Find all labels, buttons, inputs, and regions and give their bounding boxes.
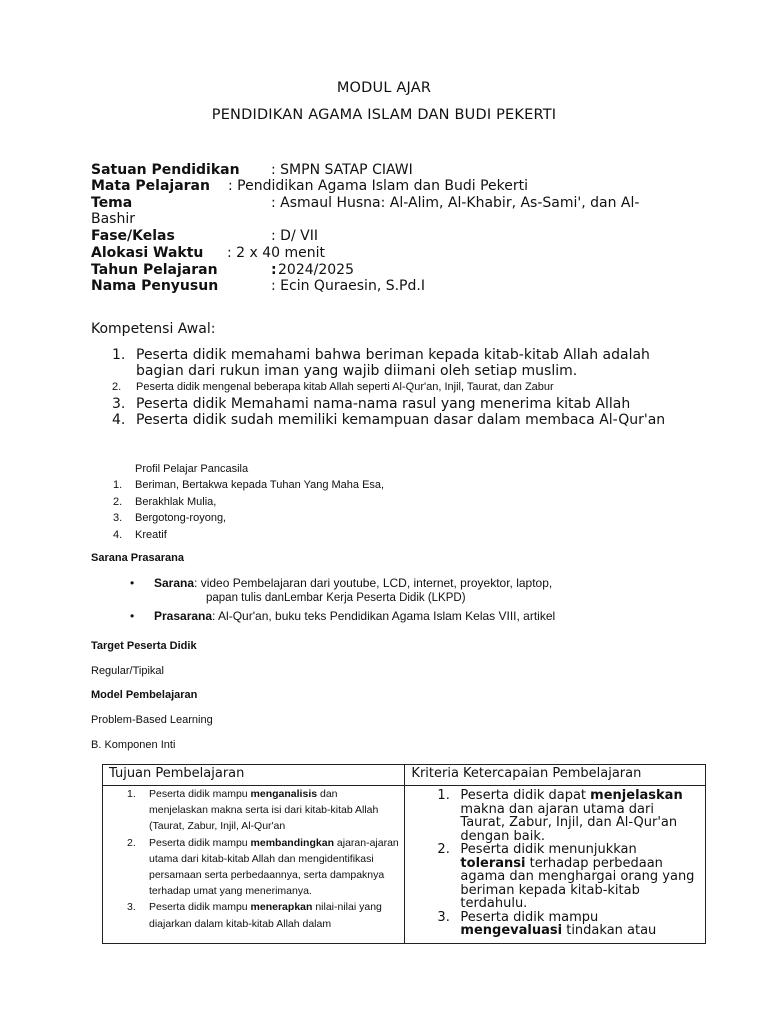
identity-value: : D/ VII <box>271 228 318 244</box>
list-number: 4. <box>112 412 126 428</box>
list-item-cont <box>130 591 650 606</box>
identity-label: Nama Penyusun <box>91 278 219 294</box>
identity-label: Alokasi Waktu <box>91 245 204 261</box>
list-text: ajaran-ajaran utama dari kitab-kitab Allah dan mengidentifikasi persamaan serta perbedaannya, serta dampaknya terhadap umat yang menerimanya. <box>149 836 399 898</box>
identity-row-tema <box>91 195 681 211</box>
target-value: Regular/Tipikal <box>91 665 164 677</box>
list-number: 3. <box>113 512 123 524</box>
identity-row-penyusun <box>91 278 681 294</box>
table-cell-tujuan <box>103 786 405 944</box>
list-number: 2. <box>437 842 450 857</box>
list-item <box>103 899 403 931</box>
list-number: 2. <box>112 381 122 393</box>
profil-heading: Profil Pelajar Pancasila <box>135 463 249 475</box>
list-text: Peserta didik memahami bahwa beriman kepada kitab-kitab Allah adalah bagian dari rukun iman yang wajib diimani oleh setiap muslim. <box>136 347 650 379</box>
list-text: Peserta didik mampu <box>149 836 251 849</box>
identity-value: : SMPN SATAP CIAWI <box>271 162 413 178</box>
table-row <box>103 786 706 944</box>
identity-value: 2024/2025 <box>278 262 354 278</box>
table-header-kriteria: Kriteria Ketercapaian Pembelajaran <box>405 765 706 786</box>
list-item <box>112 412 682 428</box>
list-item <box>405 843 703 911</box>
list-text-bold: mengevaluasi <box>460 923 563 938</box>
sarana-label: Sarana <box>154 576 195 590</box>
identity-row-alokasi <box>91 245 681 261</box>
identity-row-tahun <box>91 262 681 278</box>
list-text-bold: menganalisis <box>250 788 318 800</box>
sarana-text: : video Pembelajaran dari youtube, LCD, internet, proyektor, laptop, <box>194 576 553 590</box>
list-text: Kreatif <box>135 528 167 541</box>
list-text: Peserta didik menunjukkan <box>460 842 637 857</box>
list-text: Peserta didik mampu <box>149 901 251 914</box>
table-header-row <box>103 765 706 786</box>
identity-value: : 2 x 40 menit <box>227 245 326 261</box>
identity-label: Fase/Kelas <box>91 228 175 244</box>
sarana-list <box>130 576 650 624</box>
list-text: Peserta didik Memahami nama-nama rasul yang menerima kitab Allah <box>136 396 631 412</box>
document-subtitle: PENDIDIKAN AGAMA ISLAM DAN BUDI PEKERTI <box>211 107 557 123</box>
list-item <box>112 379 682 396</box>
list-text: Peserta didik mengenal beberapa kitab Allah seperti Al-Qur'an, Injil, Taurat, dan Zabur <box>136 381 554 393</box>
table-cell-kriteria <box>405 786 706 944</box>
identity-value: : Asmaul Husna: Al-Alim, Al-Khabir, As-Sami', dan Al- <box>271 195 640 211</box>
list-number: 3. <box>127 901 136 914</box>
table-header-tujuan: Tujuan Pembelajaran <box>103 765 405 786</box>
list-text: dan menjelaskan makna serta isi dari kitab-kitab Allah (Taurat, Zabur, Injil, Al-Qur'an <box>149 788 379 833</box>
prasarana-text: : Al-Qur'an, buku teks Pendidikan Agama Islam Kelas VIII, artikel <box>212 609 556 623</box>
identity-label: Mata Pelajaran <box>91 178 210 194</box>
identity-row-tema-cont <box>91 211 681 227</box>
list-number: 1. <box>113 479 123 491</box>
list-number: 1. <box>112 347 126 363</box>
list-item <box>103 786 403 835</box>
identity-value: : Ecin Quraesin, S.Pd.I <box>271 278 425 294</box>
bullet-icon: • <box>130 576 135 590</box>
list-text-bold: membandingkan <box>250 836 334 849</box>
list-item <box>113 496 384 513</box>
identity-value-cont: Bashir <box>91 211 135 227</box>
list-text: Bergotong-royong, <box>135 512 227 524</box>
bullet-icon: • <box>130 609 135 623</box>
identity-label: Tahun Pelajaran <box>91 262 218 278</box>
list-item <box>113 529 384 546</box>
list-item <box>130 576 650 591</box>
list-item <box>113 479 384 496</box>
list-text: nilai-nilai yang diajarkan dalam kitab-kitab Allah dalam <box>149 901 382 930</box>
list-item <box>113 512 384 529</box>
list-item <box>130 609 650 624</box>
list-number: 1. <box>127 788 136 800</box>
list-item <box>405 789 703 843</box>
list-text: Peserta didik mampu <box>149 788 251 800</box>
identity-row-satuan <box>91 162 681 178</box>
identity-colon: : <box>271 262 277 278</box>
list-text: Peserta didik sudah memiliki kemampuan dasar dalam membaca Al-Qur'an <box>136 412 666 428</box>
identity-row-fase <box>91 228 681 244</box>
kompetensi-list <box>112 347 682 428</box>
list-item <box>103 835 403 900</box>
kompetensi-heading: Kompetensi Awal: <box>91 321 216 337</box>
model-heading: Model Pembelajaran <box>91 689 198 701</box>
model-value: Problem-Based Learning <box>91 714 213 726</box>
list-text: Beriman, Bertakwa kepada Tuhan Yang Maha Esa, <box>135 479 385 491</box>
list-number: 3. <box>112 396 126 412</box>
identity-label: Tema <box>91 195 133 211</box>
list-number: 3. <box>437 909 450 925</box>
identity-value: : Pendidikan Agama Islam dan Budi Pekerti <box>228 178 529 194</box>
target-heading: Target Peserta Didik <box>91 640 197 652</box>
list-text: Peserta didik dapat <box>460 788 591 803</box>
sarana-text-cont: papan tulis danLembar Kerja Peserta Didik (LKPD) <box>206 592 466 604</box>
identity-label: Satuan Pendidikan <box>91 162 240 178</box>
identity-row-mapel <box>91 178 681 194</box>
list-text: tindakan atau <box>562 923 657 938</box>
komponen-inti-heading: B. Komponen Inti <box>91 739 176 751</box>
list-number: 4. <box>113 528 123 541</box>
prasarana-label: Prasarana <box>154 609 213 623</box>
list-item <box>405 911 703 938</box>
list-number: 1. <box>437 788 450 803</box>
list-text: Peserta didik mampu <box>460 909 599 925</box>
list-text-bold: toleransi <box>460 855 526 871</box>
list-text: Berakhlak Mulia, <box>135 495 217 508</box>
document-title: MODUL AJAR <box>336 80 432 96</box>
list-text: terhadap perbedaan agama dan menghargai orang yang beriman kepada kitab-kitab terdahulu. <box>460 855 695 911</box>
komponen-table <box>102 764 706 944</box>
list-text-bold: menjelaskan <box>590 788 683 803</box>
profil-list <box>113 479 384 545</box>
list-number: 2. <box>127 836 136 849</box>
list-item <box>112 396 682 412</box>
list-text: makna dan ajaran utama dari Taurat, Zabur, Injil, dan Al-Qur'an dengan baik. <box>460 801 678 844</box>
list-item <box>112 347 682 379</box>
sarana-heading: Sarana Prasarana <box>91 552 184 564</box>
list-number: 2. <box>113 495 123 508</box>
list-text-bold: menerapkan <box>250 901 313 914</box>
